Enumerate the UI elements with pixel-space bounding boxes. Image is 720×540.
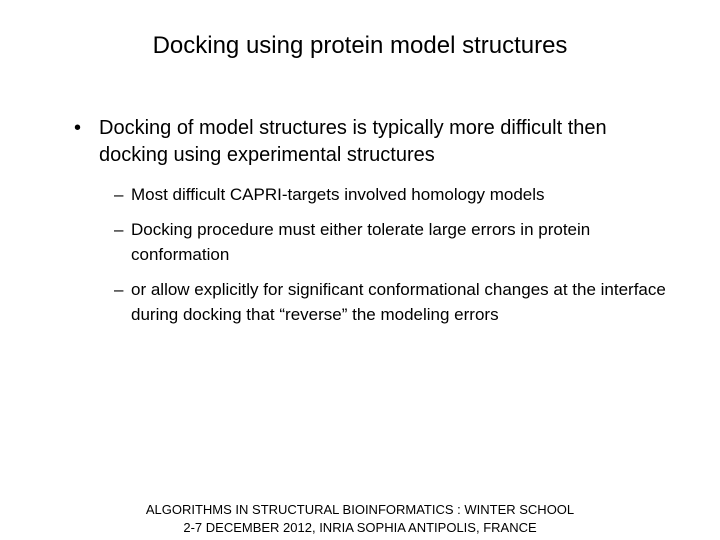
bullet-item (74, 115, 674, 169)
slide-footer (0, 501, 720, 537)
sub-bullet-item (114, 182, 674, 207)
sub-bullet-text: Docking procedure must either tolerate large errors in protein conformation (131, 220, 591, 264)
bullet-text: Docking of model structures is typically more difficult then docking using experimental structures (99, 117, 607, 166)
footer-line-2: 2-7 DECEMBER 2012, INRIA SOPHIA ANTIPOLIS, FRANCE (183, 520, 537, 535)
sub-bullet-list (114, 182, 674, 337)
sub-bullet-marker: – (114, 220, 124, 239)
sub-bullet-marker: – (114, 185, 124, 204)
sub-bullet-item (114, 277, 674, 327)
slide-title: Docking using protein model structures (152, 32, 568, 59)
bullet-marker: • (74, 117, 82, 139)
sub-bullet-text: Most difficult CAPRI-targets involved homology models (131, 185, 545, 204)
sub-bullet-text: or allow explicitly for significant conformational changes at the interface during docking that “reverse” the modeling errors (131, 280, 666, 324)
footer-line-1: ALGORITHMS IN STRUCTURAL BIOINFORMATICS : WINTER SCHOOL (145, 502, 575, 517)
sub-bullet-marker: – (114, 280, 124, 299)
sub-bullet-item (114, 217, 674, 267)
